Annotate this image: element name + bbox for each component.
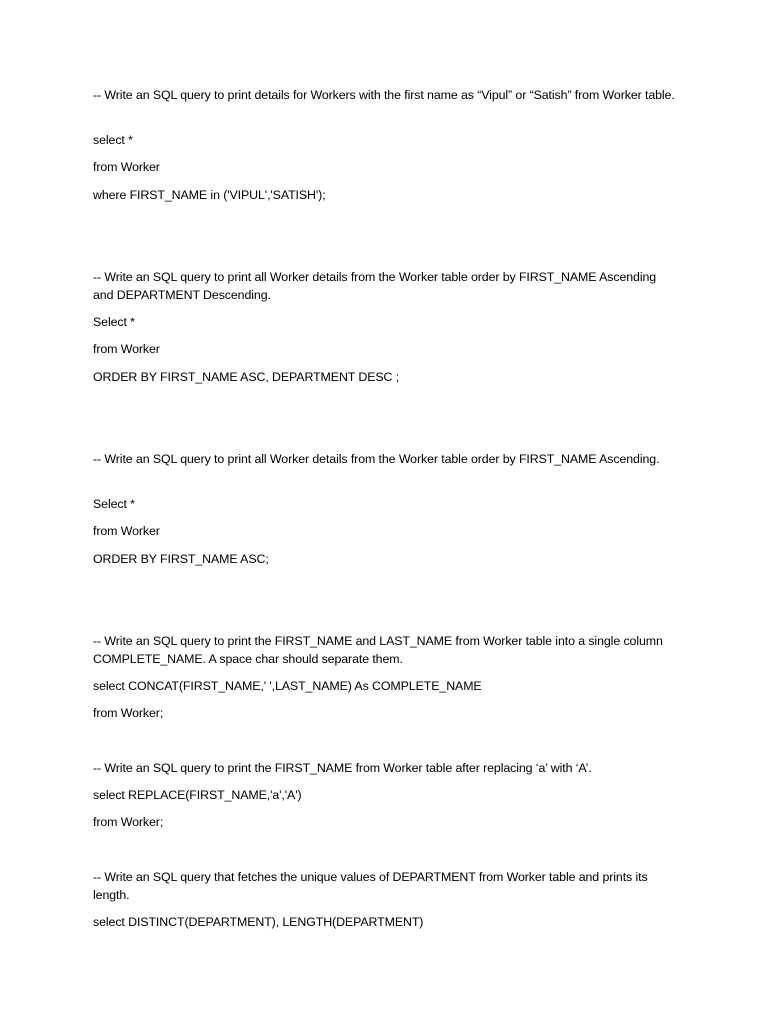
sql-line: select REPLACE(FIRST_NAME,'a','A') bbox=[93, 788, 302, 802]
sql-line: from Worker bbox=[93, 160, 160, 174]
sql-line: ORDER BY FIRST_NAME ASC, DEPARTMENT DESC ; bbox=[93, 370, 400, 384]
query-comment: -- Write an SQL query to print details for Workers with the first name as “Vipul” or “Satish” from Worker table. bbox=[93, 88, 675, 102]
sql-line: Select * bbox=[93, 315, 135, 329]
sql-line: from Worker bbox=[93, 524, 160, 538]
sql-line: where FIRST_NAME in ('VIPUL','SATISH'); bbox=[93, 188, 326, 202]
query-comment: -- Write an SQL query to print the FIRST_NAME and LAST_NAME from Worker table into a single column COMPLETE_NAME. A space char should separate them. bbox=[93, 634, 663, 666]
query-comment: -- Write an SQL query to print all Worker details from the Worker table order by FIRST_NAME Ascending and DEPARTMENT Descending. bbox=[93, 270, 657, 302]
sql-line: Select * bbox=[93, 497, 135, 511]
sql-line: from Worker; bbox=[93, 706, 164, 720]
query-comment: -- Write an SQL query that fetches the unique values of DEPARTMENT from Worker table and prints its length. bbox=[93, 870, 648, 902]
query-comment: -- Write an SQL query to print all Worker details from the Worker table order by FIRST_NAME Ascending. bbox=[93, 452, 660, 466]
sql-line: select DISTINCT(DEPARTMENT), LENGTH(DEPARTMENT) bbox=[93, 915, 424, 929]
sql-line: ORDER BY FIRST_NAME ASC; bbox=[93, 552, 269, 566]
sql-line: from Worker; bbox=[93, 815, 164, 829]
sql-line: select * bbox=[93, 133, 133, 147]
sql-line: select CONCAT(FIRST_NAME,' ',LAST_NAME) As COMPLETE_NAME bbox=[93, 679, 482, 693]
query-comment: -- Write an SQL query to print the FIRST_NAME from Worker table after replacing ‘a’ with ‘A’. bbox=[93, 761, 592, 775]
sql-line: from Worker bbox=[93, 342, 160, 356]
